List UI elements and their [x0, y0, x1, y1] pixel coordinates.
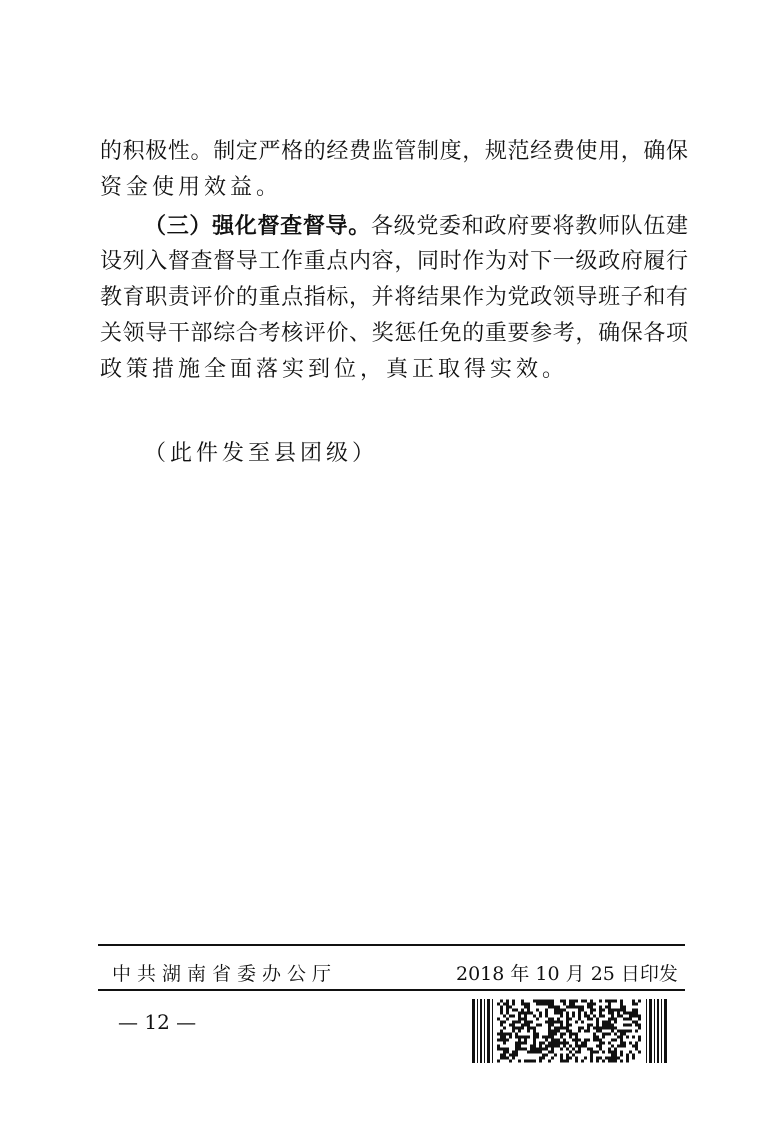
barcode-icon: [472, 999, 668, 1063]
text-line: 政策措施全面落实到位，真正取得实效。: [100, 357, 569, 382]
footer-top-rule: [98, 944, 685, 946]
issuer-name: 中共湖南省委办公厅: [112, 963, 338, 985]
section-heading: （三）强化督查督导。: [144, 213, 371, 239]
text-line: 的积极性。制定严格的经费监管制度，规范经费使用，确保: [100, 139, 688, 164]
text-line: 设列入督查督导工作重点内容，同时作为对下一级政府履行: [100, 249, 688, 274]
page-number: — 12 —: [118, 1010, 197, 1034]
paragraph-supervision: [100, 208, 688, 388]
text-segment: 各级党委和政府要将教师队伍建: [370, 214, 688, 239]
distribution-text: （此件发至县团级）: [144, 441, 379, 466]
text-line: 教育职责评价的重点指标，并将结果作为党政领导班子和有: [100, 285, 688, 310]
footer-bottom-rule: [98, 989, 685, 991]
barcode-matrix: [497, 1000, 641, 1063]
text-line: 关领导干部综合考核评价、奖惩任免的重要参考，确保各项: [100, 321, 688, 346]
paragraph-funding: [100, 134, 688, 206]
print-date: 2018 年 10 月 25 日印发: [456, 963, 678, 985]
text-line: 资金使用效益。: [100, 175, 283, 200]
distribution-note: [100, 436, 688, 472]
text-line: [100, 208, 688, 244]
barcode-finder-right: [646, 999, 667, 1063]
barcode-finder-left: [472, 999, 493, 1063]
